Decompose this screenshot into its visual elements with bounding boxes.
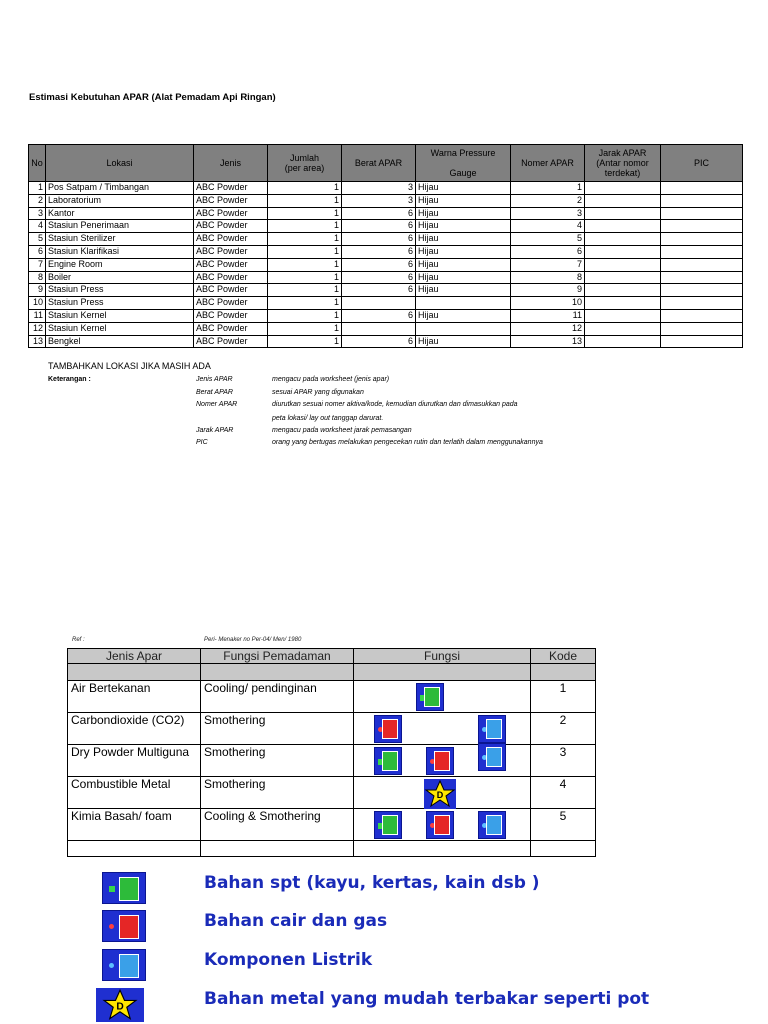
cell-no: 4 (29, 220, 46, 233)
apar-jenis: Dry Powder Multiguna (68, 745, 201, 777)
cell-nomer: 6 (511, 245, 585, 258)
cell-jenis: ABC Powder (194, 335, 268, 348)
cell-pic (661, 245, 743, 258)
class-marker-icon (109, 963, 114, 968)
cell-pic (661, 309, 743, 322)
cell-jarak (585, 233, 661, 246)
cell-berat: 6 (342, 335, 416, 348)
apar-col-fungsi-pemadaman: Fungsi Pemadaman (201, 649, 354, 664)
blue-class-c-icon (102, 949, 146, 981)
cell-berat (342, 297, 416, 310)
cell-no: 1 (29, 182, 46, 195)
cell-lokasi: Stasiun Penerimaan (46, 220, 194, 233)
col-warna (416, 145, 511, 182)
keterangan-term: Jarak APAR (196, 427, 234, 434)
cell-pic (661, 233, 743, 246)
apar-empty-cell (68, 841, 201, 857)
green-class-a-icon (374, 811, 402, 839)
cell-jarak (585, 335, 661, 348)
cell-warna (416, 297, 511, 310)
class-pictogram-icon (486, 815, 502, 835)
cell-jumlah: 1 (268, 258, 342, 271)
cell-no: 13 (29, 335, 46, 348)
keterangan-term: Jenis APAR (196, 376, 233, 383)
apar-spacer-cell (68, 664, 201, 681)
class-pictogram-icon (382, 751, 398, 771)
legend-text: Komponen Listrik (204, 950, 373, 970)
table-row (29, 309, 743, 322)
cell-berat: 6 (342, 258, 416, 271)
cell-lokasi: Engine Room (46, 258, 194, 271)
cell-lokasi: Stasiun Klarifikasi (46, 245, 194, 258)
class-marker-icon (109, 924, 114, 929)
cell-jarak (585, 182, 661, 195)
table-row (29, 297, 743, 310)
cell-nomer: 11 (511, 309, 585, 322)
apar-col-jenis: Jenis Apar (68, 649, 201, 664)
cell-nomer: 9 (511, 284, 585, 297)
cell-jumlah: 1 (268, 220, 342, 233)
cell-nomer: 4 (511, 220, 585, 233)
cell-jenis: ABC Powder (194, 322, 268, 335)
cell-jenis: ABC Powder (194, 220, 268, 233)
col-warna-line2: Gauge (449, 168, 477, 178)
cell-jenis: ABC Powder (194, 182, 268, 195)
col-pic: PIC (661, 145, 743, 182)
cell-lokasi: Pos Satpam / Timbangan (46, 182, 194, 195)
class-pictogram-icon (119, 915, 139, 939)
cell-warna: Hijau (416, 194, 511, 207)
class-pictogram-icon (486, 747, 502, 767)
apar-spacer-cell (354, 664, 531, 681)
cell-jumlah: 1 (268, 233, 342, 246)
apar-fungsi-pemadaman: Cooling & Smothering (201, 809, 354, 841)
col-nomer: Nomer APAR (511, 145, 585, 182)
reference-source: Peri- Menaker no Per-04/ Men/ 1980 (204, 637, 302, 643)
cell-pic (661, 335, 743, 348)
cell-lokasi: Stasiun Kernel (46, 309, 194, 322)
apar-fungsi-icons (354, 809, 531, 841)
cell-jumlah: 1 (268, 271, 342, 284)
apar-spacer-row (68, 664, 596, 681)
cell-berat (342, 322, 416, 335)
col-warna-line1: Warna Pressure (430, 148, 496, 158)
cell-warna: Hijau (416, 220, 511, 233)
cell-jenis: ABC Powder (194, 309, 268, 322)
cell-no: 9 (29, 284, 46, 297)
table-row (29, 271, 743, 284)
cell-jumlah: 1 (268, 182, 342, 195)
col-lokasi: Lokasi (46, 145, 194, 182)
class-pictogram-icon (382, 719, 398, 739)
col-berat: Berat APAR (342, 145, 416, 182)
cell-lokasi: Laboratorium (46, 194, 194, 207)
apar-jenis: Air Bertekanan (68, 681, 201, 713)
cell-berat: 6 (342, 220, 416, 233)
legend-icon-holder (102, 949, 146, 981)
cell-berat: 3 (342, 194, 416, 207)
green-class-a-icon (102, 872, 146, 904)
cell-jarak (585, 207, 661, 220)
cell-nomer: 3 (511, 207, 585, 220)
cell-lokasi: Stasiun Kernel (46, 322, 194, 335)
apar-kode: 5 (531, 809, 596, 841)
col-jumlah-line1: Jumlah (289, 153, 319, 163)
cell-jarak (585, 271, 661, 284)
cell-lokasi: Stasiun Sterilizer (46, 233, 194, 246)
apar-jenis: Carbondioxide (CO2) (68, 713, 201, 745)
cell-nomer: 12 (511, 322, 585, 335)
cell-no: 8 (29, 271, 46, 284)
class-pictogram-icon (424, 687, 440, 707)
cell-jumlah: 1 (268, 297, 342, 310)
cell-warna: Hijau (416, 207, 511, 220)
cell-pic (661, 182, 743, 195)
legend-text: Bahan metal yang mudah terbakar seperti pot (204, 989, 650, 1009)
apar-fungsi-pemadaman: Smothering (201, 777, 354, 809)
green-class-a-icon (416, 683, 444, 711)
apar-row (68, 777, 596, 809)
col-no: No (29, 145, 46, 182)
cell-jarak (585, 322, 661, 335)
col-jarak (585, 145, 661, 182)
class-pictogram-icon (382, 815, 398, 835)
legend-text: Bahan cair dan gas (204, 911, 388, 931)
apar-fungsi-icons (354, 745, 531, 777)
apar-fungsi-pemadaman: Smothering (201, 713, 354, 745)
cell-berat: 6 (342, 309, 416, 322)
apar-empty-cell (354, 841, 531, 857)
apar-header-row (68, 649, 596, 664)
reference-label: Ref : (72, 637, 85, 643)
apar-fungsi-pemadaman: Smothering (201, 745, 354, 777)
cell-jumlah: 1 (268, 207, 342, 220)
cell-lokasi: Boiler (46, 271, 194, 284)
keterangan-term: PIC (196, 439, 208, 446)
cell-jenis: ABC Powder (194, 194, 268, 207)
apar-row (68, 809, 596, 841)
svg-text:D: D (436, 790, 444, 800)
class-pictogram-icon (486, 719, 502, 739)
table-row (29, 233, 743, 246)
keterangan-label: Keterangan : (48, 376, 91, 383)
col-jarak-line1: Jarak APAR (598, 148, 647, 158)
cell-jumlah: 1 (268, 194, 342, 207)
cell-no: 11 (29, 309, 46, 322)
apar-kode: 4 (531, 777, 596, 809)
table-row (29, 194, 743, 207)
add-location-note: TAMBAHKAN LOKASI JIKA MASIH ADA (48, 361, 211, 371)
cell-jarak (585, 258, 661, 271)
red-class-b-icon (374, 715, 402, 743)
apar-kode: 3 (531, 745, 596, 777)
red-class-b-icon (426, 811, 454, 839)
cell-nomer: 1 (511, 182, 585, 195)
cell-berat: 6 (342, 271, 416, 284)
red-class-b-icon (426, 747, 454, 775)
apar-jenis: Kimia Basah/ foam (68, 809, 201, 841)
apar-row (68, 745, 596, 777)
cell-lokasi: Stasiun Press (46, 297, 194, 310)
table-header-row (29, 145, 743, 182)
apar-kode: 1 (531, 681, 596, 713)
blue-class-c-icon (478, 743, 506, 771)
col-jarak-line2: (Antar nomor (596, 158, 649, 168)
class-pictogram-icon (434, 815, 450, 835)
apar-type-table (67, 648, 596, 857)
green-class-a-icon (374, 747, 402, 775)
class-pictogram-icon (434, 751, 450, 771)
apar-fungsi-icons (354, 777, 531, 809)
apar-col-fungsi: Fungsi (354, 649, 531, 664)
col-jumlah-line2: (per area) (284, 163, 325, 173)
cell-pic (661, 322, 743, 335)
cell-warna: Hijau (416, 335, 511, 348)
cell-berat: 6 (342, 207, 416, 220)
blue-class-c-icon (478, 811, 506, 839)
legend-icon-holder (102, 872, 146, 904)
cell-nomer: 7 (511, 258, 585, 271)
cell-jumlah: 1 (268, 335, 342, 348)
cell-berat: 6 (342, 245, 416, 258)
blue-class-c-icon (478, 715, 506, 743)
apar-spacer-cell (531, 664, 596, 681)
cell-jenis: ABC Powder (194, 258, 268, 271)
cell-jumlah: 1 (268, 245, 342, 258)
apar-col-kode: Kode (531, 649, 596, 664)
cell-jenis: ABC Powder (194, 207, 268, 220)
table-row (29, 322, 743, 335)
class-pictogram-icon (119, 954, 139, 978)
keterangan-desc: diurutkan sesuai nomer aktiva/kode, kemudian diurutkan dan dimasukkan pada (272, 401, 518, 408)
cell-jenis: ABC Powder (194, 233, 268, 246)
cell-pic (661, 220, 743, 233)
page-title: Estimasi Kebutuhan APAR (Alat Pemadam Api Ringan) (29, 92, 276, 103)
table-row (29, 335, 743, 348)
cell-lokasi: Kantor (46, 207, 194, 220)
cell-warna: Hijau (416, 271, 511, 284)
cell-pic (661, 207, 743, 220)
cell-warna: Hijau (416, 245, 511, 258)
cell-jenis: ABC Powder (194, 245, 268, 258)
keterangan-desc: orang yang bertugas melakukan pengecekan rutin dan terlatih dalam menggunakannya (272, 439, 543, 446)
apar-row (68, 681, 596, 713)
cell-jarak (585, 297, 661, 310)
keterangan-desc: peta lokasi/ lay out tanggap darurat. (272, 415, 384, 422)
table-row (29, 245, 743, 258)
keterangan-term: Berat APAR (196, 389, 233, 396)
cell-warna: Hijau (416, 284, 511, 297)
cell-jumlah: 1 (268, 309, 342, 322)
class-marker-icon (109, 886, 115, 892)
keterangan-desc: sesuai APAR yang digunakan (272, 389, 364, 396)
cell-jarak (585, 220, 661, 233)
cell-nomer: 5 (511, 233, 585, 246)
cell-jenis: ABC Powder (194, 297, 268, 310)
apar-fungsi-icons (354, 681, 531, 713)
cell-jumlah: 1 (268, 284, 342, 297)
apar-fungsi-icons (354, 713, 531, 745)
apar-kode: 2 (531, 713, 596, 745)
cell-warna: Hijau (416, 258, 511, 271)
cell-no: 10 (29, 297, 46, 310)
cell-pic (661, 194, 743, 207)
keterangan-desc: mengacu pada worksheet (jenis apar) (272, 376, 390, 383)
table-row (29, 258, 743, 271)
keterangan-desc: mengacu pada worksheet jarak pemasangan (272, 427, 412, 434)
svg-text:D: D (116, 1001, 124, 1013)
legend-text: Bahan spt (kayu, kertas, kain dsb ) (204, 873, 540, 893)
cell-lokasi: Bengkel (46, 335, 194, 348)
red-class-b-icon (102, 910, 146, 942)
cell-warna: Hijau (416, 182, 511, 195)
table-row (29, 207, 743, 220)
yellow-star-class-d-icon (96, 988, 144, 1022)
cell-nomer: 8 (511, 271, 585, 284)
cell-no: 5 (29, 233, 46, 246)
cell-jarak (585, 309, 661, 322)
cell-jumlah: 1 (268, 322, 342, 335)
cell-pic (661, 284, 743, 297)
legend-icon-holder (102, 988, 146, 1020)
table-row (29, 182, 743, 195)
cell-pic (661, 271, 743, 284)
cell-jenis: ABC Powder (194, 271, 268, 284)
keterangan-term: Nomer APAR (196, 401, 238, 408)
cell-no: 6 (29, 245, 46, 258)
col-jumlah (268, 145, 342, 182)
apar-estimation-table (28, 144, 743, 348)
cell-warna: Hijau (416, 233, 511, 246)
cell-nomer: 10 (511, 297, 585, 310)
cell-no: 7 (29, 258, 46, 271)
cell-jarak (585, 194, 661, 207)
yellow-star-class-d-icon (424, 779, 456, 809)
cell-berat: 6 (342, 284, 416, 297)
cell-no: 3 (29, 207, 46, 220)
apar-fungsi-pemadaman: Cooling/ pendinginan (201, 681, 354, 713)
cell-lokasi: Stasiun Press (46, 284, 194, 297)
legend-icon-holder (102, 910, 146, 942)
cell-berat: 6 (342, 233, 416, 246)
table-row (29, 284, 743, 297)
cell-nomer: 13 (511, 335, 585, 348)
cell-nomer: 2 (511, 194, 585, 207)
cell-pic (661, 258, 743, 271)
col-jenis: Jenis (194, 145, 268, 182)
cell-berat: 3 (342, 182, 416, 195)
col-jarak-line3: terdekat) (604, 168, 641, 178)
apar-jenis: Combustible Metal (68, 777, 201, 809)
cell-warna (416, 322, 511, 335)
apar-empty-row (68, 841, 596, 857)
apar-empty-cell (201, 841, 354, 857)
cell-no: 2 (29, 194, 46, 207)
apar-spacer-cell (201, 664, 354, 681)
cell-jarak (585, 245, 661, 258)
cell-jarak (585, 284, 661, 297)
apar-empty-cell (531, 841, 596, 857)
cell-no: 12 (29, 322, 46, 335)
class-pictogram-icon (119, 877, 139, 901)
cell-warna: Hijau (416, 309, 511, 322)
cell-pic (661, 297, 743, 310)
table-row (29, 220, 743, 233)
cell-jenis: ABC Powder (194, 284, 268, 297)
apar-row (68, 713, 596, 745)
